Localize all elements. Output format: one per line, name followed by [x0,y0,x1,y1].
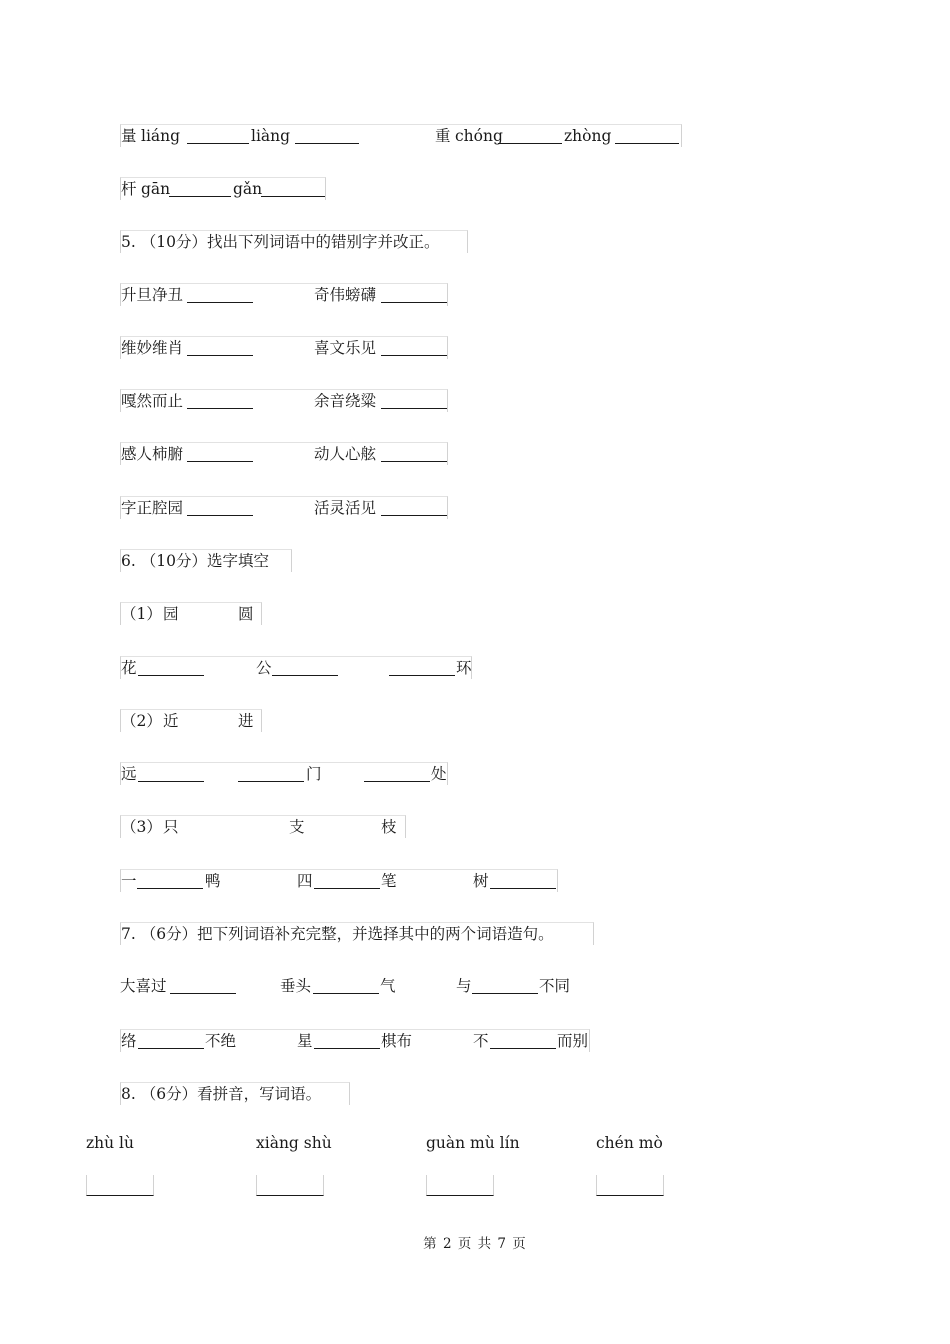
q8-pinyin: zhù lù [86,1134,134,1152]
q5-word: 余音绕粱 [314,392,377,410]
q8-pinyin: guàn mù lín [426,1134,520,1152]
q7-word: 星 [297,1032,313,1050]
q6-group-2-fill [120,762,448,785]
char-chong: 重 [435,127,451,145]
q5-row [120,336,448,359]
pinyin-chong-2: zhòng [564,127,612,145]
q6-word: 门 [306,765,322,783]
q6-word: 树 [473,872,489,890]
pinyin-gan-1: gān [141,180,171,198]
answer-blank[interactable] [138,675,204,676]
q7-word: 大喜过 [120,977,167,995]
q6-word: 鸭 [205,872,221,890]
q5-word: 维妙维肖 [121,339,184,357]
answer-blank[interactable] [472,993,538,994]
answer-blank[interactable] [261,196,325,197]
question-7-title: 7. （6分）把下列词语补充完整，并选择其中的两个词语造句。 [120,922,594,945]
pinyin-liang-2: liàng [251,127,291,145]
answer-blank[interactable] [381,408,447,409]
question-8-title: 8. （6分）看拼音，写词语。 [120,1082,350,1105]
q5-word: 奇伟螃礴 [314,286,377,304]
answer-blank[interactable] [389,675,455,676]
q5-word: 动人心舷 [314,445,377,463]
q4-row-liang-chong [120,124,682,147]
answer-blank[interactable] [313,993,379,994]
char-liang: 量 [121,127,137,145]
q7-word: 不 [473,1032,489,1050]
answer-blank[interactable] [426,1175,494,1196]
q5-word: 喜文乐见 [314,339,377,357]
answer-blank[interactable] [137,888,203,889]
q8-pinyin: chén mò [596,1134,663,1152]
answer-blank[interactable] [187,143,249,144]
answer-blank[interactable] [238,781,304,782]
q7-row [120,1029,590,1052]
answer-blank[interactable] [490,888,556,889]
q7-word: 络 [121,1032,137,1050]
q7-word: 与 [456,977,472,995]
q6-word: 花 [121,659,137,677]
answer-blank[interactable] [187,355,253,356]
q7-word: 不绝 [205,1032,237,1050]
q6-word: 四 [297,872,313,890]
page-footer: 第 2 页 共 7 页 [423,1236,527,1252]
q6-group-3-fill [120,869,558,892]
q7-word: 棋布 [381,1032,413,1050]
answer-blank[interactable] [490,1048,556,1049]
q5-row [120,283,448,306]
q6-group-number: （1） [121,605,162,623]
answer-blank[interactable] [596,1175,664,1196]
q6-group-1-options [120,602,262,625]
answer-blank[interactable] [381,461,447,462]
q7-word: 而别 [557,1032,589,1050]
answer-blank[interactable] [314,888,380,889]
answer-blank[interactable] [615,143,679,144]
q6-word: 处 [431,765,447,783]
q5-row [120,389,448,412]
answer-blank[interactable] [138,1048,204,1049]
answer-blank[interactable] [381,302,447,303]
q6-option: 只 [163,818,179,836]
answer-blank[interactable] [138,781,204,782]
answer-blank[interactable] [498,143,562,144]
q7-word: 气 [380,977,396,995]
q5-row [120,442,448,465]
char-gan: 杆 [121,180,137,198]
answer-blank[interactable] [381,355,447,356]
q6-word: 一 [121,872,137,890]
q6-group-number: （2） [121,712,162,730]
answer-blank[interactable] [272,675,338,676]
q6-option: 近 [163,712,179,730]
q5-word: 活灵活见 [314,499,377,517]
answer-blank[interactable] [169,196,231,197]
answer-blank[interactable] [314,1048,380,1049]
answer-blank[interactable] [187,302,253,303]
question-5-title: 5. （10分）找出下列词语中的错别字并改正。 [120,230,468,253]
q4-row-gan [120,177,326,200]
q6-word: 笔 [381,872,397,890]
q6-option: 进 [238,712,254,730]
q6-group-number: （3） [121,818,162,836]
q7-word: 不同 [539,977,571,995]
q6-word: 环 [456,659,472,677]
pinyin-liang-1: liáng [141,127,181,145]
answer-blank[interactable] [256,1175,324,1196]
answer-blank[interactable] [364,781,430,782]
q5-word: 升旦净丑 [121,286,184,304]
answer-blank[interactable] [295,143,359,144]
pinyin-chong-1: chóng [455,127,503,145]
q6-group-2-options [120,709,262,732]
q8-pinyin: xiàng shù [256,1134,332,1152]
q5-word: 感人柿腑 [121,445,184,463]
q5-word: 字正腔园 [121,499,184,517]
q7-row [120,975,580,997]
question-6-title: 6. （10分）选字填空 [120,549,292,572]
q6-group-1-fill [120,656,472,679]
answer-blank[interactable] [381,515,447,516]
q6-option: 枝 [381,818,397,836]
q6-option: 圆 [238,605,254,623]
answer-blank[interactable] [170,993,236,994]
q6-option: 园 [163,605,179,623]
q7-word: 垂头 [280,977,312,995]
answer-blank[interactable] [187,408,253,409]
pinyin-gan-2: gǎn [233,180,263,198]
q6-option: 支 [289,818,305,836]
q5-word: 嘎然而止 [121,392,184,410]
q5-row [120,496,448,519]
answer-blank[interactable] [86,1175,154,1196]
q6-group-3-options [120,815,406,838]
q6-word: 远 [121,765,137,783]
q6-word: 公 [256,659,272,677]
answer-blank[interactable] [187,461,253,462]
answer-blank[interactable] [187,515,253,516]
